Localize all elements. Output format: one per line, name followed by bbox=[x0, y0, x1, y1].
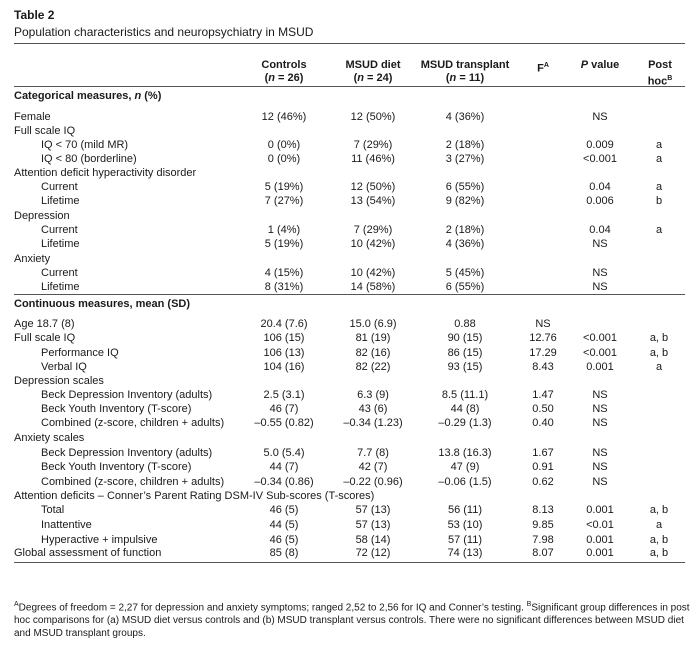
table-row bbox=[0, 266, 700, 280]
cell-msud-diet: –0.34 (1.23) bbox=[343, 417, 403, 429]
section-continuous: Continuous measures, mean (SD) bbox=[14, 298, 191, 310]
row-label: Female bbox=[14, 111, 51, 123]
table-row bbox=[0, 431, 700, 445]
cell-controls: 7 (27%) bbox=[264, 195, 304, 207]
cell-msud-transplant: 13.8 (16.3) bbox=[438, 447, 492, 459]
cell-p-value: NS bbox=[592, 403, 608, 415]
bottom-rule bbox=[14, 562, 685, 563]
header-controls: Controls (n = 26) bbox=[261, 59, 307, 84]
row-label: Attention deficits – Conner’s Parent Rating DSM-IV Sub-scores (T-scores) bbox=[14, 490, 375, 502]
table-row bbox=[0, 110, 700, 124]
row-label: Anxiety bbox=[14, 253, 51, 265]
cell-p-value: NS bbox=[592, 281, 608, 293]
row-label: Current bbox=[41, 181, 78, 193]
table-row bbox=[0, 374, 700, 388]
cell-msud-transplant: 6 (55%) bbox=[445, 281, 485, 293]
cell-p-value: <0.001 bbox=[583, 347, 617, 359]
row-label: Beck Youth Inventory (T-score) bbox=[41, 461, 192, 473]
cell-msud-diet: 14 (58%) bbox=[350, 281, 396, 293]
cell-controls: 44 (7) bbox=[269, 461, 299, 473]
cell-controls: 106 (13) bbox=[263, 347, 305, 359]
row-label: Global assessment of function bbox=[14, 547, 162, 559]
row-label: IQ < 80 (borderline) bbox=[41, 153, 137, 165]
cell-msud-transplant: –0.29 (1.3) bbox=[438, 417, 492, 429]
cell-controls: 46 (7) bbox=[269, 403, 299, 415]
cell-controls: 0 (0%) bbox=[267, 139, 301, 151]
table-row bbox=[0, 546, 700, 560]
cell-f: 8.13 bbox=[532, 504, 554, 516]
cell-controls: 5 (19%) bbox=[264, 238, 304, 250]
table-row bbox=[0, 503, 700, 517]
cell-msud-diet: 12 (50%) bbox=[350, 111, 396, 123]
cell-msud-transplant: 0.88 bbox=[454, 318, 476, 330]
cell-msud-diet: 7 (29%) bbox=[353, 224, 393, 236]
cell-msud-transplant: –0.06 (1.5) bbox=[438, 476, 492, 488]
table-row bbox=[0, 475, 700, 489]
row-label: Depression bbox=[14, 210, 70, 222]
cell-msud-diet: 81 (19) bbox=[355, 332, 391, 344]
table-row bbox=[0, 360, 700, 374]
cell-msud-transplant: 47 (9) bbox=[450, 461, 480, 473]
cell-f: 0.40 bbox=[532, 417, 554, 429]
cell-post-hoc: a bbox=[655, 519, 663, 531]
row-label: Beck Depression Inventory (adults) bbox=[41, 389, 213, 401]
cell-msud-diet: 11 (46%) bbox=[351, 153, 395, 165]
cell-p-value: 0.04 bbox=[589, 181, 611, 193]
cell-msud-transplant: 2 (18%) bbox=[445, 224, 485, 236]
cell-p-value: <0.001 bbox=[583, 332, 617, 344]
cell-p-value: 0.001 bbox=[586, 361, 614, 373]
cell-post-hoc: a bbox=[655, 224, 663, 236]
table-row bbox=[0, 489, 700, 503]
cell-f: 0.50 bbox=[532, 403, 554, 415]
cell-post-hoc: a bbox=[655, 139, 663, 151]
cell-p-value: NS bbox=[592, 267, 608, 279]
cell-msud-transplant: 93 (15) bbox=[447, 361, 483, 373]
table-row bbox=[0, 124, 700, 138]
cell-msud-transplant: 90 (15) bbox=[447, 332, 483, 344]
cell-msud-transplant: 86 (15) bbox=[447, 347, 483, 359]
row-label: Beck Depression Inventory (adults) bbox=[41, 447, 213, 459]
cell-p-value: NS bbox=[592, 389, 608, 401]
cell-controls: –0.55 (0.82) bbox=[254, 417, 314, 429]
cell-msud-diet: 43 (6) bbox=[358, 403, 388, 415]
cell-controls: 106 (15) bbox=[263, 332, 305, 344]
cell-msud-diet: 12 (50%) bbox=[350, 181, 396, 193]
cell-controls: 46 (5) bbox=[269, 504, 299, 516]
table-row bbox=[0, 180, 700, 194]
table-row bbox=[0, 280, 700, 294]
row-label: Depression scales bbox=[14, 375, 104, 387]
table-row bbox=[0, 223, 700, 237]
cell-f: 8.07 bbox=[532, 547, 554, 559]
header-rule bbox=[14, 86, 685, 87]
cell-msud-transplant: 57 (11) bbox=[447, 534, 483, 546]
cell-post-hoc: a bbox=[655, 153, 663, 165]
cell-controls: 1 (4%) bbox=[267, 224, 301, 236]
cell-f: 1.47 bbox=[532, 389, 554, 401]
header-f: $F^A$ bbox=[537, 62, 549, 75]
table-row bbox=[0, 460, 700, 474]
cell-f: 8.43 bbox=[532, 361, 554, 373]
cell-p-value: <0.001 bbox=[583, 153, 617, 165]
cell-post-hoc: a bbox=[655, 181, 663, 193]
cell-msud-diet: 15.0 (6.9) bbox=[349, 318, 397, 330]
row-label: Age 18.7 (8) bbox=[14, 318, 75, 330]
row-label: Lifetime bbox=[41, 195, 80, 207]
row-label: Verbal IQ bbox=[41, 361, 87, 373]
table-row bbox=[0, 152, 700, 166]
cell-p-value: NS bbox=[592, 447, 608, 459]
cell-msud-diet: 72 (12) bbox=[355, 547, 391, 559]
cell-controls: 2.5 (3.1) bbox=[263, 389, 305, 401]
cell-f: 7.98 bbox=[532, 534, 554, 546]
table-row bbox=[0, 402, 700, 416]
row-label: IQ < 70 (mild MR) bbox=[41, 139, 129, 151]
cell-msud-transplant: 6 (55%) bbox=[445, 181, 485, 193]
cell-msud-transplant: 9 (82%) bbox=[445, 195, 485, 207]
cell-p-value: NS bbox=[592, 111, 608, 123]
cell-msud-transplant: 44 (8) bbox=[450, 403, 480, 415]
header-msud-diet: MSUD diet (n = 24) bbox=[345, 59, 401, 84]
table-row bbox=[0, 533, 700, 547]
row-label: Anxiety scales bbox=[14, 432, 85, 444]
cell-post-hoc: a, b bbox=[649, 332, 669, 344]
section-categorical: Categorical measures, n (%) bbox=[14, 90, 162, 102]
section-rule bbox=[14, 294, 685, 295]
row-label: Full scale IQ bbox=[14, 125, 76, 137]
cell-controls: 4 (15%) bbox=[264, 267, 304, 279]
cell-post-hoc: a, b bbox=[649, 534, 669, 546]
cell-msud-diet: 10 (42%) bbox=[350, 238, 396, 250]
cell-p-value: <0.01 bbox=[586, 519, 614, 531]
table-label: Table 2 bbox=[14, 8, 55, 22]
row-label: Combined (z-score, children + adults) bbox=[41, 476, 225, 488]
cell-msud-diet: 82 (22) bbox=[355, 361, 391, 373]
header-p-value: P value bbox=[580, 59, 620, 71]
table-row bbox=[0, 518, 700, 532]
cell-msud-diet: 7.7 (8) bbox=[357, 447, 389, 459]
row-label: Total bbox=[41, 504, 65, 516]
cell-post-hoc: b bbox=[655, 195, 663, 207]
table-footnote: $^A$Degrees of freedom = 2,27 for depression and anxiety symptoms; ranged 2,52 to 2,56 for IQ and Conner’s testing. $^B$Significant group differences in post hoc comparisons for (a) MSUD diet versus controls and (b) MSUD transplant versus controls. There were no significant differences between MSUD diet and MSUD transplant groups. bbox=[14, 601, 690, 640]
cell-p-value: NS bbox=[592, 461, 608, 473]
cell-f: 9.85 bbox=[532, 519, 554, 531]
cell-controls: 44 (5) bbox=[269, 519, 299, 531]
cell-controls: 8 (31%) bbox=[264, 281, 304, 293]
cell-p-value: NS bbox=[592, 238, 608, 250]
cell-controls: –0.34 (0.86) bbox=[254, 476, 314, 488]
cell-msud-transplant: 53 (10) bbox=[447, 519, 483, 531]
row-label: Hyperactive + impulsive bbox=[41, 534, 158, 546]
cell-controls: 5.0 (5.4) bbox=[263, 447, 305, 459]
row-label: Full scale IQ bbox=[14, 332, 76, 344]
cell-f: NS bbox=[535, 318, 551, 330]
row-label: Beck Youth Inventory (T-score) bbox=[41, 403, 192, 415]
cell-controls: 20.4 (7.6) bbox=[260, 318, 308, 330]
table-row bbox=[0, 317, 700, 331]
cell-f: 0.62 bbox=[532, 476, 554, 488]
cell-msud-diet: 42 (7) bbox=[358, 461, 388, 473]
table-row bbox=[0, 346, 700, 360]
table-row bbox=[0, 209, 700, 223]
cell-p-value: 0.006 bbox=[586, 195, 614, 207]
cell-msud-diet: 82 (16) bbox=[355, 347, 391, 359]
header-msud-transplant: MSUD transplant (n = 11) bbox=[420, 59, 510, 84]
cell-f: 1.67 bbox=[532, 447, 554, 459]
cell-f: 17.29 bbox=[529, 347, 557, 359]
cell-controls: 104 (16) bbox=[263, 361, 305, 373]
cell-f: 12.76 bbox=[529, 332, 557, 344]
cell-post-hoc: a bbox=[655, 361, 663, 373]
table-row bbox=[0, 388, 700, 402]
cell-p-value: 0.001 bbox=[586, 534, 614, 546]
cell-p-value: NS bbox=[592, 417, 608, 429]
cell-controls: 46 (5) bbox=[269, 534, 299, 546]
cell-post-hoc: a, b bbox=[649, 347, 669, 359]
cell-controls: 85 (8) bbox=[269, 547, 299, 559]
cell-msud-transplant: 4 (36%) bbox=[445, 238, 485, 250]
cell-msud-transplant: 2 (18%) bbox=[445, 139, 485, 151]
row-label: Current bbox=[41, 267, 78, 279]
cell-msud-diet: 10 (42%) bbox=[350, 267, 396, 279]
table-row bbox=[0, 194, 700, 208]
header-post-hoc: Post hoc$^B$ bbox=[647, 59, 673, 88]
table-row bbox=[0, 416, 700, 430]
cell-f: 0.91 bbox=[532, 461, 554, 473]
table-row bbox=[0, 331, 700, 345]
cell-p-value: 0.009 bbox=[586, 139, 614, 151]
cell-msud-diet: 6.3 (9) bbox=[357, 389, 389, 401]
cell-msud-diet: 7 (29%) bbox=[353, 139, 393, 151]
row-label: Inattentive bbox=[41, 519, 92, 531]
top-rule bbox=[14, 43, 685, 44]
cell-controls: 5 (19%) bbox=[264, 181, 304, 193]
cell-controls: 0 (0%) bbox=[267, 153, 301, 165]
table-row bbox=[0, 446, 700, 460]
cell-msud-diet: 57 (13) bbox=[355, 504, 391, 516]
cell-p-value: NS bbox=[592, 476, 608, 488]
cell-msud-transplant: 4 (36%) bbox=[445, 111, 485, 123]
cell-p-value: 0.001 bbox=[586, 504, 614, 516]
table-row bbox=[0, 166, 700, 180]
table-caption: Population characteristics and neuropsychiatry in MSUD bbox=[14, 25, 314, 39]
row-label: Current bbox=[41, 224, 78, 236]
cell-post-hoc: a, b bbox=[649, 504, 669, 516]
row-label: Lifetime bbox=[41, 238, 80, 250]
cell-msud-transplant: 74 (13) bbox=[447, 547, 483, 559]
cell-msud-diet: 57 (13) bbox=[355, 519, 391, 531]
cell-msud-diet: –0.22 (0.96) bbox=[343, 476, 403, 488]
row-label: Performance IQ bbox=[41, 347, 119, 359]
row-label: Lifetime bbox=[41, 281, 80, 293]
cell-controls: 12 (46%) bbox=[261, 111, 307, 123]
cell-msud-diet: 13 (54%) bbox=[350, 195, 396, 207]
cell-msud-transplant: 56 (11) bbox=[447, 504, 483, 516]
row-label: Attention deficit hyperactivity disorder bbox=[14, 167, 197, 179]
cell-msud-diet: 58 (14) bbox=[355, 534, 391, 546]
cell-msud-transplant: 8.5 (11.1) bbox=[441, 389, 489, 401]
cell-msud-transplant: 5 (45%) bbox=[445, 267, 485, 279]
table-row bbox=[0, 138, 700, 152]
cell-p-value: 0.04 bbox=[589, 224, 611, 236]
row-label: Combined (z-score, children + adults) bbox=[41, 417, 225, 429]
cell-p-value: 0.001 bbox=[586, 547, 614, 559]
cell-msud-transplant: 3 (27%) bbox=[445, 153, 485, 165]
table-row bbox=[0, 252, 700, 266]
table-row bbox=[0, 237, 700, 251]
cell-post-hoc: a, b bbox=[649, 547, 669, 559]
